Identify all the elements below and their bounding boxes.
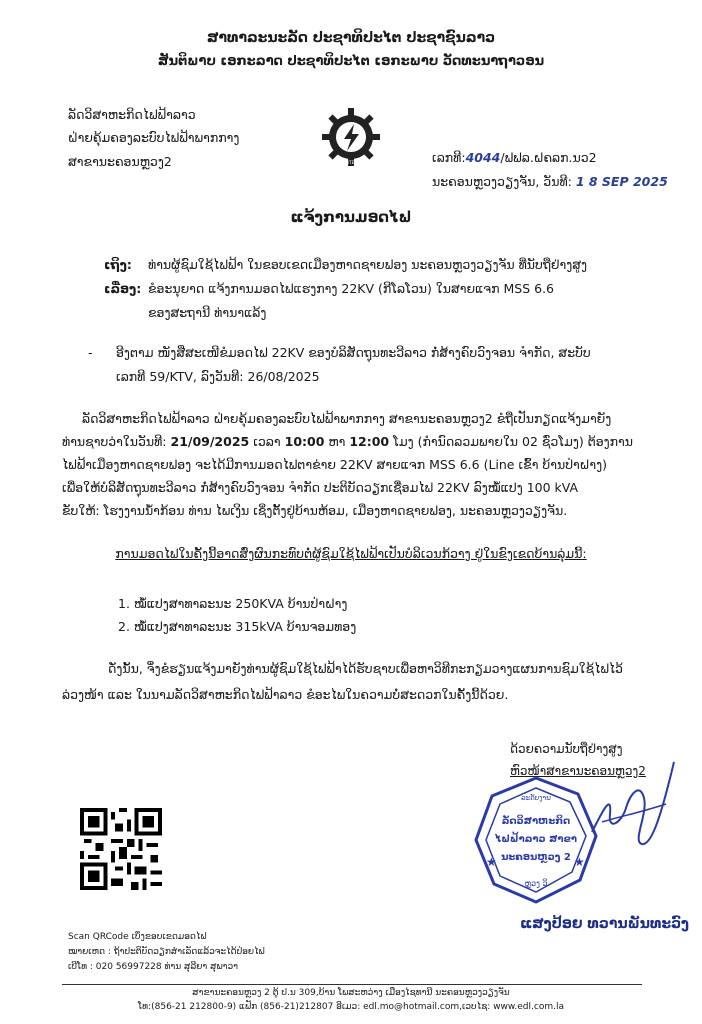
to-recipient: ທ່ານຜູ້ຊົມໃຊ້ໄຟຟ້າ ໃນຂອບເຂດເມືອງຫາດຊາຍຟອງ ນະຄອນຫຼວງວຽງຈັນ ທີ່ນັບຖືຢ່າງສູງ — [148, 257, 588, 272]
list-item: 1. ໝໍ້ແປງສາທາລະນະ 250KVA ບ້ານປ່າຝາງ — [118, 596, 348, 611]
contact-phone: ເບີໂທ : 020 56997228 ທ່ານ ສຸລີຍາ ສຸພາວາ — [68, 962, 239, 972]
affected-area-notice: ການມອດໄຟໃນຄັ້ງນີ້ອາດສົ່ງຜົນກະທົບຕໍ່ຜູ້ຊົມໃຊ້ໄຟຟ້າເປັນບໍລິເວນກ້ວາງ ຢູ່ໃນຂົງເຂດບ້ານລຸ່ມນີ້: — [115, 546, 587, 561]
body-line3: ໄຟຟ້າເມືອງຫາດຊາຍຟອງ ຈະໄດ້ມີການມອດໄຟຕາຂ່າຍ 22KV ສາຍແຈກ MSS 6.6 (Line ເຂົ້າ ບ້ານປ່າຝາງ) — [62, 457, 607, 472]
outage-end-time: 12:00 — [349, 434, 390, 449]
body-line4: ເພື່ອໃຫ້ບໍລິສັດຖຸນທະວີລາວ ກໍ່ສ້າງຄົບວົງຈອນ ຈຳກັດ ປະຕິບັດວຽກເຊື່ອມໄຟ 22KV ລົງໝໍ້ແປງ 100 kVA — [62, 480, 579, 495]
subject-line2: ຂອງສະຖານີ ທ່ານາແລ້ງ — [148, 305, 267, 320]
reference-number: ເລກທີ:4044/ຟຟລ.ຝຄລກ.ນວ2 — [432, 150, 597, 165]
qr-scan-caption: Scan QRCode ເບິ່ງຂອບເຂດມອດໄຟ — [68, 932, 207, 942]
signer-name: ແສງປ້ອຍ ທວານພັນທະວົງ — [520, 916, 690, 932]
branch-name: ສາຂານະຄອນຫຼວງ2 — [68, 154, 172, 169]
stamped-date: 1 8 SEP 2025 — [575, 174, 668, 189]
qr-code-icon[interactable] — [80, 808, 162, 890]
list-item: 2. ໝໍ້ແປງສາທາລະນະ 315kVA ບ້ານຈອມທອງ — [118, 619, 357, 634]
regards-text: ດ້ວຍຄວາມນັບຖືຢ່າງສູງ — [510, 742, 623, 756]
handwritten-ref-number: 4044 — [465, 150, 501, 165]
handwritten-signature-icon — [582, 752, 682, 862]
svg-text:★: ★ — [574, 855, 585, 869]
reference-bullet: - — [88, 345, 93, 360]
outage-start-time: 10:00 — [284, 434, 325, 449]
reference-line2: ເລກທີ 59/KTV, ລົງວັນທີ: 26/08/2025 — [116, 369, 320, 384]
edl-logo-icon — [318, 104, 384, 170]
svg-text:ລັດວິສາຫະກິດ: ລັດວິສາຫະກິດ — [501, 816, 571, 827]
issue-date: ນະຄອນຫຼວງວຽງຈັນ, ວັນທີ: 1 8 SEP 2025 — [432, 174, 668, 189]
closing-paragraph: ດັ່ງນັ້ນ, ຈຶ່ງຂໍຮຽນແຈ້ງມາຍັງທ່ານຜູ້ຊົມໃຊ້ໄຟຟ້າໄດ້ຮັບຊາບເພື່ອຫາວິທີກະກຽມວາງແຜນການຊົມໃຊ້ໄຟໄວ້ ລ່ວງໜ້າ ແລະ ໃນນາມລັດວິສາຫະກິດໄຟຟ້າລາວ ຂໍອະໄພໃນຄວາມບໍ່ສະດວກໃນຄັ້ງນີ້ດ້ວຍ. — [62, 661, 623, 702]
svg-text:ລະດັບງານ: ລະດັບງານ — [521, 794, 551, 802]
document-title: ແຈ້ງການມອດໄຟ — [290, 208, 412, 226]
footer-address: ສາຂານະຄອນຫຼວງ 2 ຕູ້ ປ.ນ 309,ບ້ານ ໂພສະຫວ່າງ ເມືອງໄຊທານີ ນະຄອນຫຼວງວຽງຈັນ — [192, 988, 510, 998]
reference-line1: ອີງຕາມ ໜັງສືສະເໜີຂໍມອດໄຟ 22KV ຂອງບໍລິສັດຖຸນທະວີລາວ ກໍ່ສ້າງຄົບວົງຈອນ ຈຳກັດ, ສະບັບ — [116, 345, 591, 360]
national-motto-line1: ສາທາລະນະລັດ ປະຊາທິປະໄຕ ປະຊາຊົນລາວ — [206, 30, 496, 46]
footer-contact: ໂທ:(856-21 212800-9) ແຟັກ (856-21)212807 ອີເມວ: edl.mo@hotmail.com,ເວບໄຊ: www.edl.com.la — [138, 1002, 564, 1012]
svg-text:ນະຄອນຫຼວງ 2: ນະຄອນຫຼວງ 2 — [501, 852, 571, 863]
svg-text:ຫຼວງ ວິ: ຫຼວງ ວິ — [524, 879, 548, 888]
signatory-title: ຫົວໜ້າສາຂານະຄອນຫຼວງ2 — [510, 764, 646, 778]
department-name: ຝ່າຍຄຸ້ມຄອງລະບົບໄຟຟ້າພາກກາງ — [68, 130, 240, 145]
svg-text:★: ★ — [486, 855, 497, 869]
to-label: ເຖິງ: — [104, 257, 132, 272]
subject-line1: ຂໍອະນຸຍາດ ແຈ້ງການມອດໄຟແຮງກາງ 22KV (ກີໂລໂວນ) ໃນສາຍແຈກ MSS 6.6 — [148, 281, 555, 296]
svg-text:ELECTRICITE DU LAOS: ELECTRICITE DU LAOS — [328, 160, 374, 165]
svg-text:ໄຟຟ້າລາວ ສາຂາ: ໄຟຟ້າລາວ ສາຂາ — [494, 834, 578, 845]
qr-note: ໝາຍເຫດ : ຖ້າປະຕິບັດວຽກສຳເລັດແລ້ວຈະໄດ້ປ່ອຍໄຟ — [68, 947, 265, 957]
body-line5: ຂັບໃຫ້: ໂຮງງານນ້ຳກ້ອນ ທ່ານ ໄພເງິນ ເຊິ່ງຕັ້ງຢູ່ບ້ານຫ້ອມ, ເມືອງຫາດຊາຍຟອງ, ນະຄອນຫຼວງວຽງຈັນ. — [62, 503, 568, 518]
national-motto-line2: ສັນຕິພາບ ເອກະລາດ ປະຊາທິປະໄຕ ເອກະພາບ ວັດທະນາຖາວອນ — [157, 54, 545, 69]
footer-divider — [62, 984, 642, 985]
subject-label: ເລື່ອງ: — [104, 281, 142, 296]
body-line2: ທ່ານຊາບວ່າໃນວັນທີ: 21/09/2025 ເວລາ 10:00 ຫາ 12:00 ໂມງ (ກຳນົດລວມພາຍໃນ 02 ຊົ່ວໂມງ) ຕ້ອງການ — [62, 434, 634, 449]
organization-name: ລັດວິສາຫະກິດໄຟຟ້າລາວ — [68, 107, 196, 122]
body-line1: ລັດວິສາຫະກິດໄຟຟ້າລາວ ຝ່າຍຄຸ້ມຄອງລະບົບໄຟຟ້າພາກກາງ ສາຂານະຄອນຫຼວງ2 ຂໍຖືເປັນກຽດແຈ້ງມາຍັງ — [82, 411, 612, 426]
outage-date: 21/09/2025 — [170, 434, 250, 449]
